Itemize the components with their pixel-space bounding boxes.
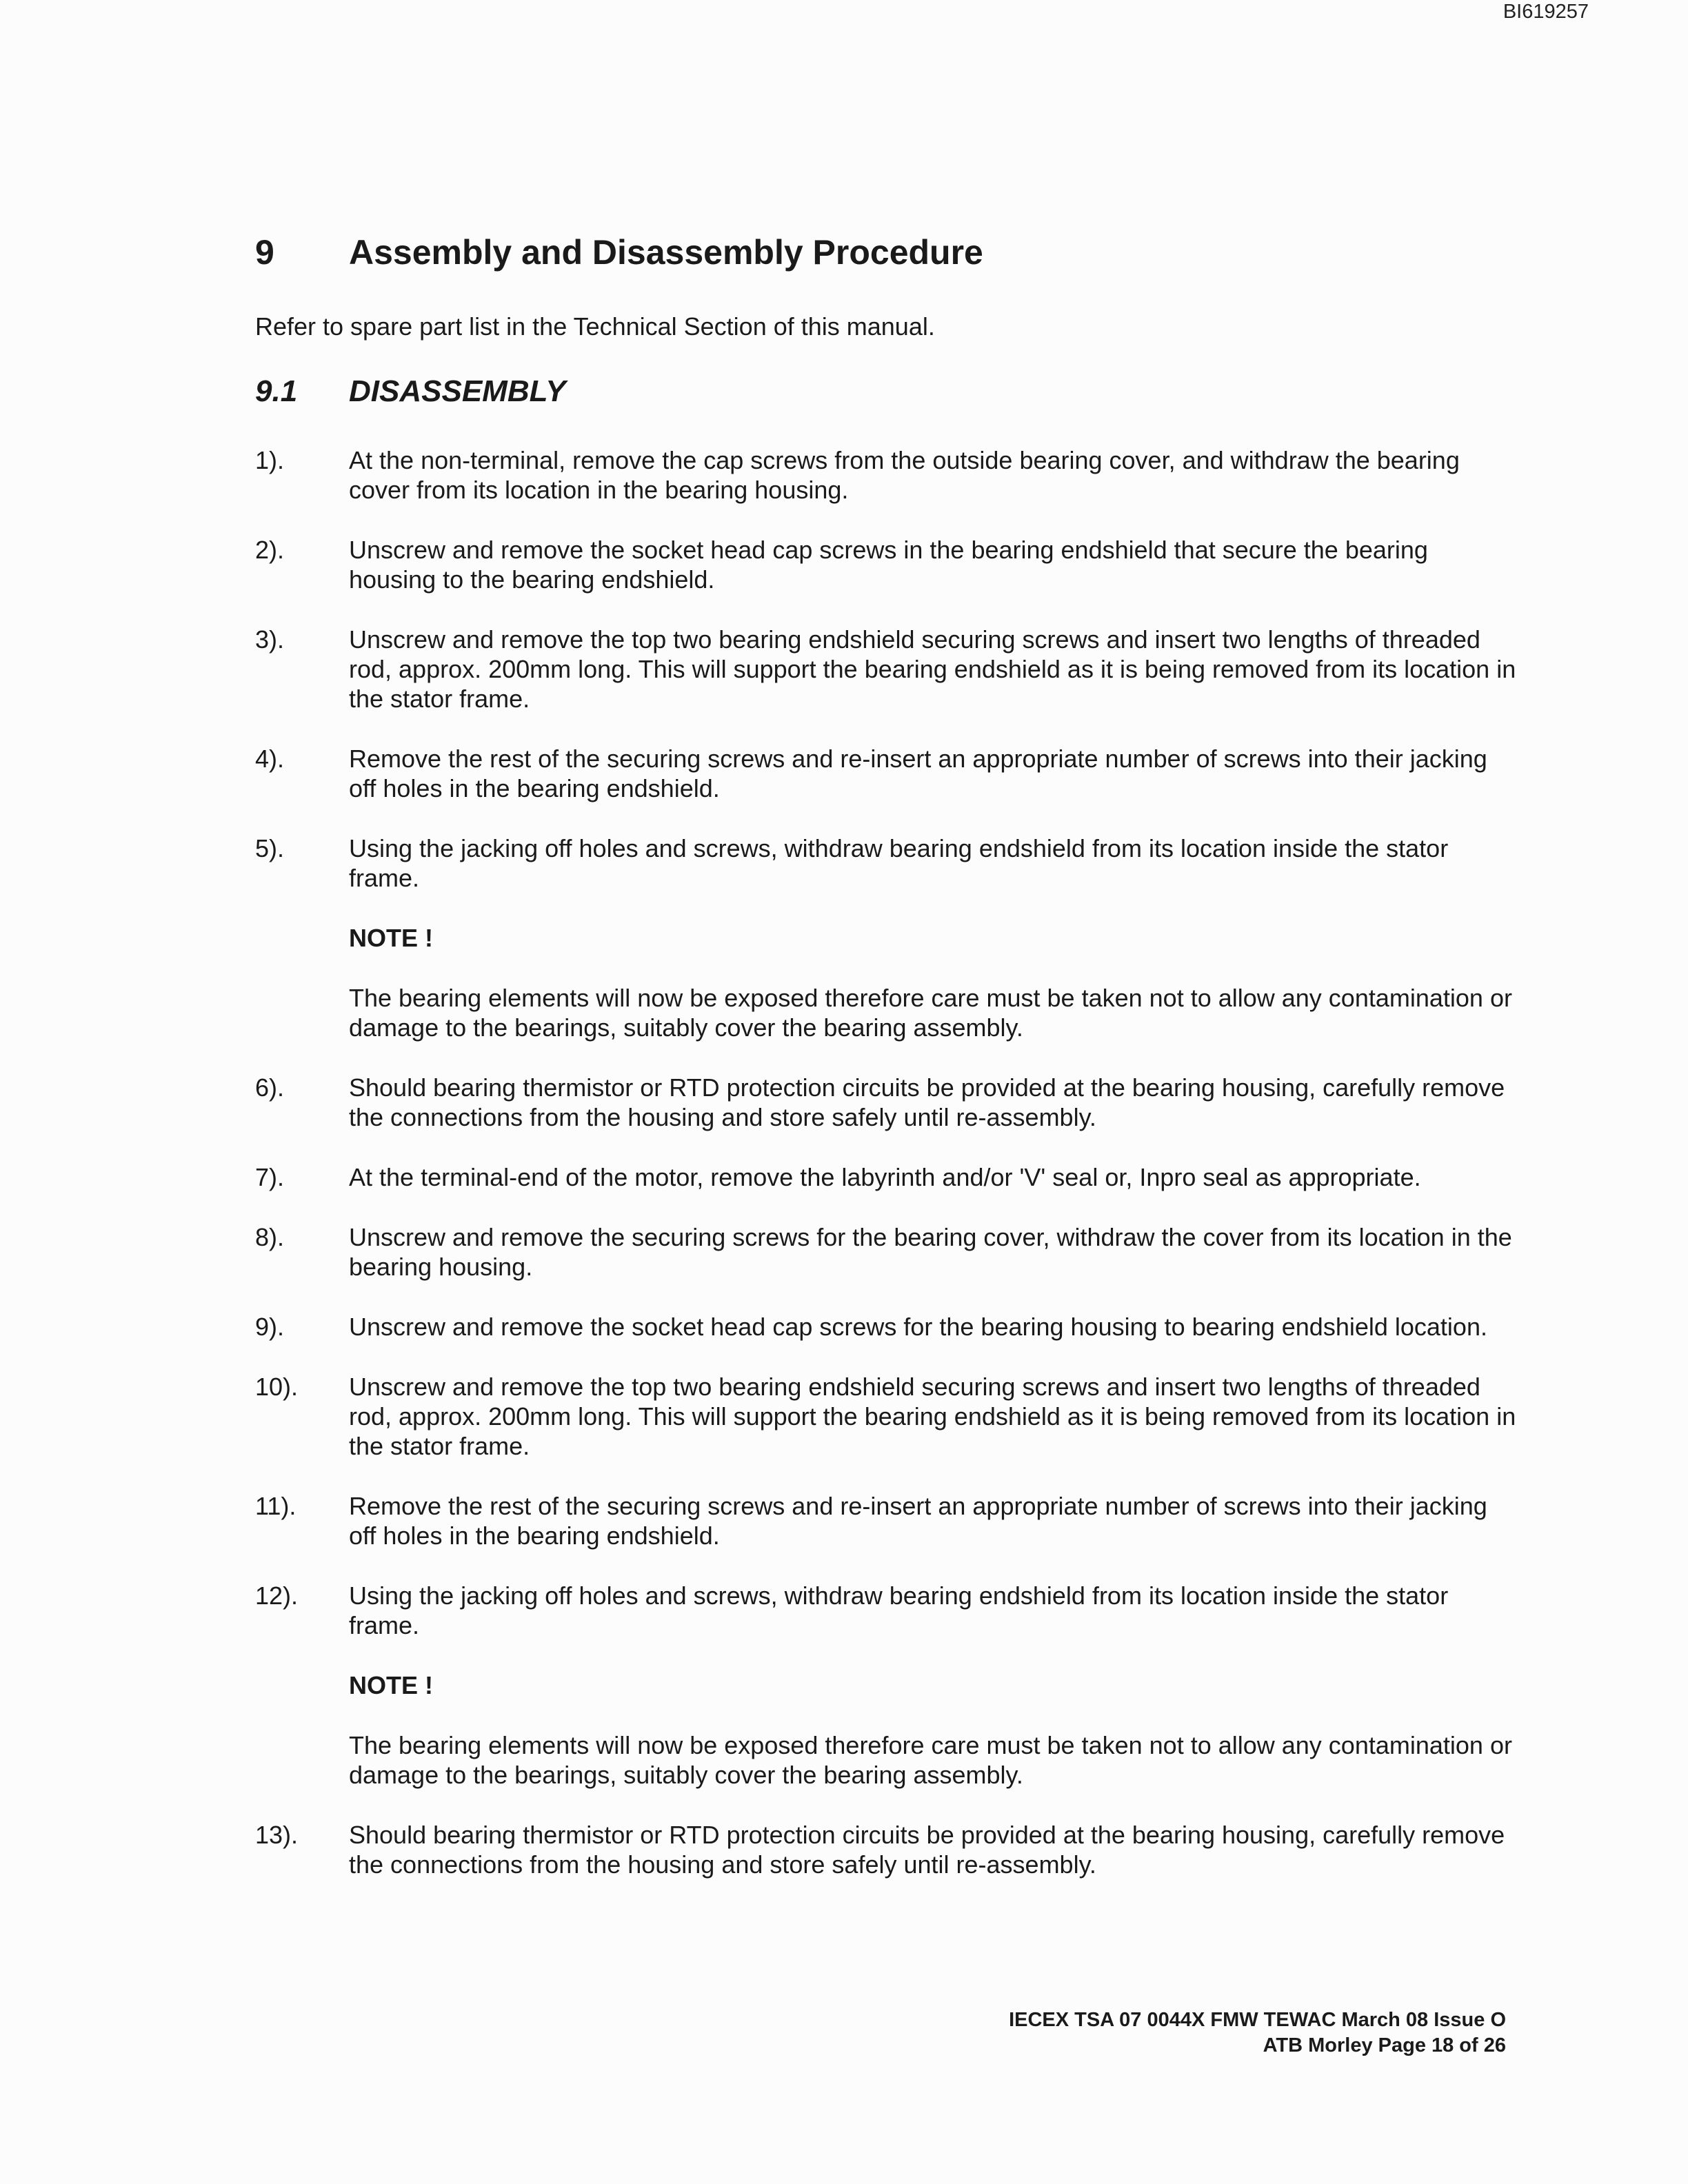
step-number: 6). bbox=[255, 1073, 285, 1102]
step-number: 12). bbox=[255, 1581, 299, 1610]
note-text-block bbox=[255, 983, 1517, 1042]
step-item bbox=[255, 1162, 1517, 1192]
note-text: The bearing elements will now be exposed therefore care must be taken not to allow any contamination or damage to the bearings, suitably cover the bearing assembly. bbox=[349, 984, 1512, 1042]
step-number: 7). bbox=[255, 1163, 285, 1191]
step-item bbox=[255, 445, 1517, 505]
page-footer bbox=[1009, 2008, 1506, 2059]
note-label: NOTE ! bbox=[349, 924, 433, 952]
step-text: Unscrew and remove the socket head cap screws for the bearing housing to bearing endshield location. bbox=[349, 1313, 1487, 1341]
step-item bbox=[255, 1581, 1517, 1640]
subsection-heading bbox=[255, 371, 566, 412]
section-number: 9 bbox=[255, 233, 274, 272]
document-id: BI619257 bbox=[1503, 1, 1589, 23]
step-number: 10). bbox=[255, 1373, 299, 1401]
step-item bbox=[255, 1222, 1517, 1282]
step-number: 1). bbox=[255, 446, 285, 474]
step-text: At the terminal-end of the motor, remove the labyrinth and/or 'V' seal or, Inpro seal as appropriate. bbox=[349, 1163, 1421, 1191]
step-text: At the non-terminal, remove the cap screws from the outside bearing cover, and withdraw the bearing cover from its location in the bearing housing. bbox=[349, 446, 1460, 504]
step-item bbox=[255, 1491, 1517, 1550]
step-text: Unscrew and remove the socket head cap screws in the bearing endshield that secure the bearing housing to the bearing endshield. bbox=[349, 536, 1428, 594]
step-text: Unscrew and remove the securing screws for the bearing cover, withdraw the cover from its location in the bearing housing. bbox=[349, 1223, 1512, 1281]
step-item bbox=[255, 1820, 1517, 1879]
step-item bbox=[255, 1312, 1517, 1342]
disassembly-steps bbox=[255, 445, 1517, 1910]
step-number: 3). bbox=[255, 625, 285, 654]
section-title: Assembly and Disassembly Procedure bbox=[349, 233, 983, 272]
step-number: 11). bbox=[255, 1492, 297, 1520]
step-text: Remove the rest of the securing screws and re-insert an appropriate number of screws into their jacking off holes in the bearing endshield. bbox=[349, 745, 1487, 802]
note-text: The bearing elements will now be exposed therefore care must be taken not to allow any contamination or damage to the bearings, suitably cover the bearing assembly. bbox=[349, 1731, 1512, 1789]
step-number: 4). bbox=[255, 745, 285, 773]
step-text: Using the jacking off holes and screws, withdraw bearing endshield from its location inside the stator frame. bbox=[349, 1581, 1449, 1639]
step-number: 2). bbox=[255, 536, 285, 564]
subsection-number: 9.1 bbox=[255, 374, 298, 408]
step-number: 13). bbox=[255, 1821, 299, 1849]
subsection-title: DISASSEMBLY bbox=[349, 374, 566, 408]
step-text: Should bearing thermistor or RTD protection circuits be provided at the bearing housing, carefully remove the connections from the housing and store safely until re-assembly. bbox=[349, 1821, 1505, 1879]
footer-line-certificate: IECEX TSA 07 0044X FMW TEWAC March 08 Issue O bbox=[1009, 2009, 1506, 2031]
step-item bbox=[255, 744, 1517, 803]
step-item bbox=[255, 1073, 1517, 1132]
step-item bbox=[255, 625, 1517, 714]
step-number: 9). bbox=[255, 1313, 285, 1341]
note-label: NOTE ! bbox=[349, 1671, 433, 1699]
note-text-block bbox=[255, 1730, 1517, 1790]
step-text: Unscrew and remove the top two bearing endshield securing screws and insert two lengths of threaded rod, approx. 200mm long. This will support the bearing endshield as it is being removed from its location in the stator frame. bbox=[349, 1373, 1516, 1460]
step-text: Should bearing thermistor or RTD protection circuits be provided at the bearing housing, carefully remove the connections from the housing and store safely until re-assembly. bbox=[349, 1073, 1505, 1131]
footer-line-page: ATB Morley Page 18 of 26 bbox=[1263, 2034, 1506, 2056]
step-text: Using the jacking off holes and screws, withdraw bearing endshield from its location inside the stator frame. bbox=[349, 834, 1449, 892]
step-number: 8). bbox=[255, 1223, 285, 1251]
intro-text: Refer to spare part list in the Technical Section of this manual. bbox=[255, 312, 935, 341]
note-heading bbox=[255, 923, 1517, 953]
step-item bbox=[255, 535, 1517, 594]
step-number: 5). bbox=[255, 834, 285, 862]
step-item bbox=[255, 1372, 1517, 1461]
note-heading bbox=[255, 1670, 1517, 1700]
section-heading bbox=[255, 230, 983, 274]
step-item bbox=[255, 833, 1517, 893]
step-text: Unscrew and remove the top two bearing endshield securing screws and insert two lengths of threaded rod, approx. 200mm long. This will support the bearing endshield as it is being removed from its location in the stator frame. bbox=[349, 625, 1516, 713]
step-text: Remove the rest of the securing screws and re-insert an appropriate number of screws into their jacking off holes in the bearing endshield. bbox=[349, 1492, 1487, 1550]
